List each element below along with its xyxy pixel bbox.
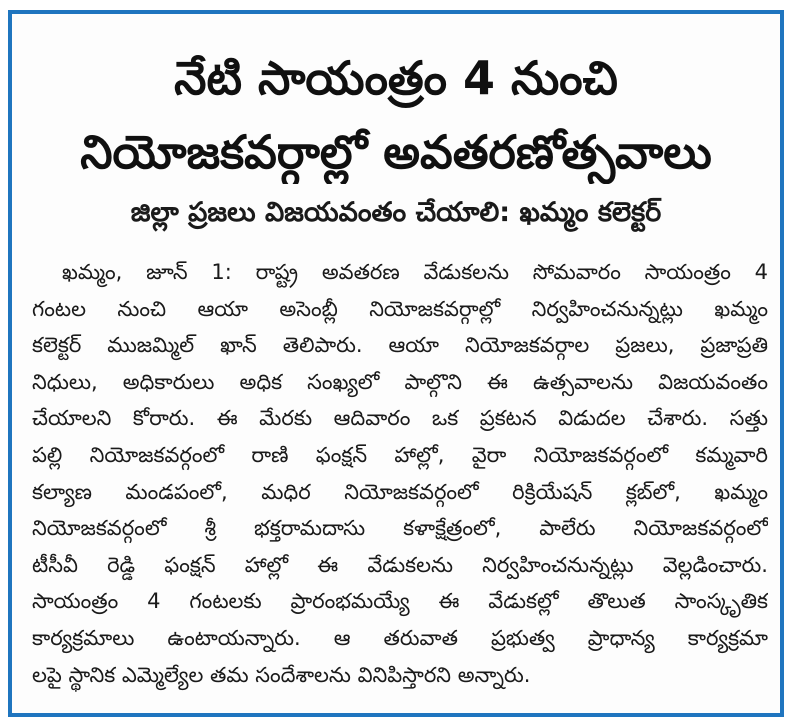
body-line: కల్యాణ మండపంలో, మధిర నియోజకవర్గంలో రిక్రియేషన్ క్లబ్‌లో, ఖమ్మం (32, 479, 768, 504)
headline-line-1: నేటి సాయంత్రం 4 నుంచి (174, 51, 618, 105)
body-line: నిధులు, అధికారులు అధిక సంఖ్యలో పాల్గొని ఈ ఉత్సవాలను విజయవంతం (32, 369, 768, 394)
body-line: సాయంత్రం 4 గంటలకు ప్రారంభమయ్యే ఈ వేడుకల్లో తొలుత సాంస్కృతిక (32, 589, 768, 614)
headline-line-2: నియోజకవర్గాల్లో అవతరణోత్సవాలు (80, 125, 712, 179)
article-frame (8, 10, 784, 717)
body-line: కార్యక్రమాలు ఉంటాయన్నారు. ఆ తరువాత ప్రభుత్వ ప్రాధాన్య కార్యక్రమా (32, 625, 768, 650)
body-line: గంటల నుంచి ఆయా అసెంబ్లీ నియోజకవర్గాల్లో నిర్వహించనున్నట్లు ఖమ్మం (32, 296, 768, 321)
body-line: ఖమ్మం, జూన్ 1: రాష్ట్ర అవతరణ వేడుకలను సోమవారం సాయంత్రం 4 (62, 260, 768, 284)
body-line: టీసీవీ రెడ్డి ఫంక్షన్ హాల్లో ఈ వేడుకలను నిర్వహించనున్నట్లు వెల్లడించారు. (32, 552, 768, 577)
body-line: కలెక్టర్ ముజమ్మిల్ ఖాన్ తెలిపారు. ఆయా నియోజకవర్గాల ప్రజలు, ప్రజాప్రతి (32, 333, 768, 358)
body-line: పల్లి నియోజకవర్గంలో రాణి ఫంక్షన్ హాల్లో, వైరా నియోజకవర్గంలో కమ్మవారి (32, 442, 768, 467)
body-line: చేయాలని కోరారు. ఈ మేరకు ఆదివారం ఒక ప్రకటన విడుదల చేశారు. సత్తు (32, 406, 768, 431)
subheadline: జిల్లా ప్రజలు విజయవంతం చేయాలి: ఖమ్మం కలెక్టర్ (130, 197, 662, 228)
body-line: లపై స్థానిక ఎమ్మెల్యేల తమ సందేశాలను వినిపిస్తారని అన్నారు. (32, 662, 531, 687)
article-body (32, 254, 768, 714)
body-line: నియోజకవర్గంలో శ్రీ భక్తరామదాసు కళాక్షేత్రంలో, పాలేరు నియోజకవర్గంలో (32, 516, 768, 541)
